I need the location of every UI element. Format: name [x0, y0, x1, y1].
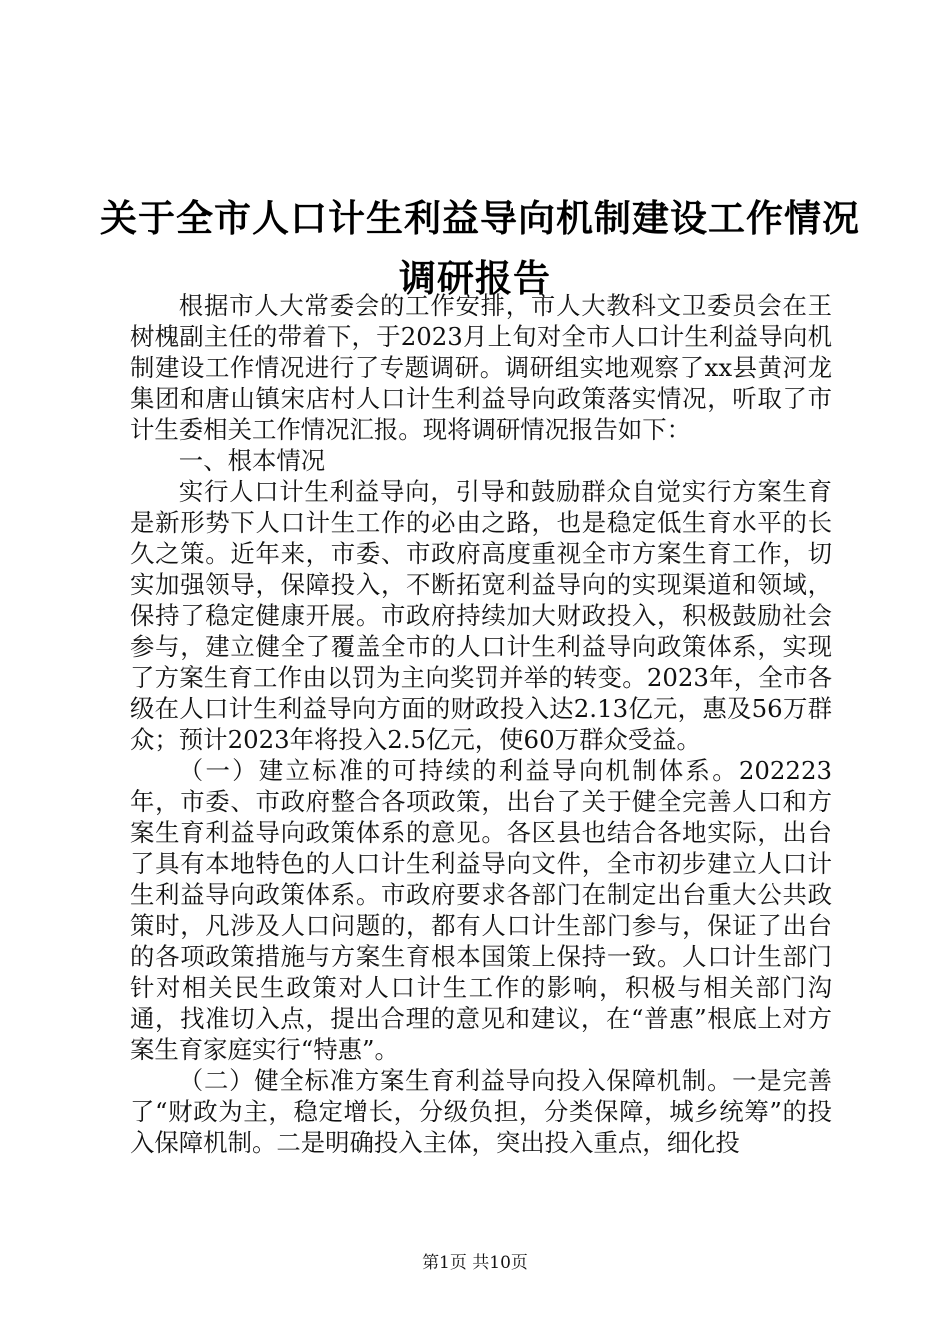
document-title-line-2: 调研报告: [399, 256, 551, 300]
document-body: [130, 290, 832, 1158]
paragraph-overview: 实行人口计生利益导向，引导和鼓励群众自觉实行方案生育是新形势下人口计生工作的必由之路，也是稳定低生育水平的长久之策。近年来，市委、市政府高度重视全市方案生育工作，切实加强领导，保障投入，不断拓宽利益导向的实现渠道和领域，保持了稳定健康开展。市政府持续加大财政投入，积极鼓励社会参与，建立健全了覆盖全市的人口计生利益导向政策体系，实现了方案生育工作由以罚为主向奖罚并举的转变。2023年，全市各级在人口计生利益导向方面的财政投入达2.13亿元，惠及56万群众；预计2023年将投入2.5亿元，使60万群众受益。: [130, 477, 832, 754]
paragraph-intro: 根据市人大常委会的工作安排，市人大教科文卫委员会在王树槐副主任的带着下，于2023月上旬对全市人口计生利益导向机制建设工作情况进行了专题调研。调研组实地观察了xx县黄河龙集团和唐山镇宋店村人口计生利益导向政策落实情况，听取了市计生委相关工作情况汇报。现将调研情况报告如下：: [130, 291, 832, 444]
page-footer: 第1页 共10页: [422, 1253, 528, 1273]
document-title-line-1: 关于全市人口计生利益导向机制建设工作情况: [100, 196, 860, 240]
paragraph-section-2: （二）健全标准方案生育利益导向投入保障机制。一是完善了“财政为主，稳定增长，分级负担，分类保障，城乡统筹”的投入保障机制。二是明确投入主体，突出投入重点，细化投: [130, 1066, 832, 1157]
paragraph-section-1: （一）建立标准的可持续的利益导向机制体系。202223年，市委、市政府整合各项政策，出台了关于健全完善人口和方案生育利益导向政策体系的意见。各区县也结合各地实际，出台了具有本地特色的人口计生利益导向文件，全市初步建立人口计生利益导向政策体系。市政府要求各部门在制定出台重大公共政策时，凡涉及人口问题的，都有人口计生部门参与，保证了出台的各项政策措施与方案生育根本国策上保持一致。人口计生部门针对相关民生政策对人口计生工作的影响，积极与相关部门沟通，找准切入点，提出合理的意见和建议，在“普惠”根底上对方案生育家庭实行“特惠”。: [130, 756, 832, 1064]
section-heading-basic-situation: 一、根本情况: [178, 446, 326, 475]
